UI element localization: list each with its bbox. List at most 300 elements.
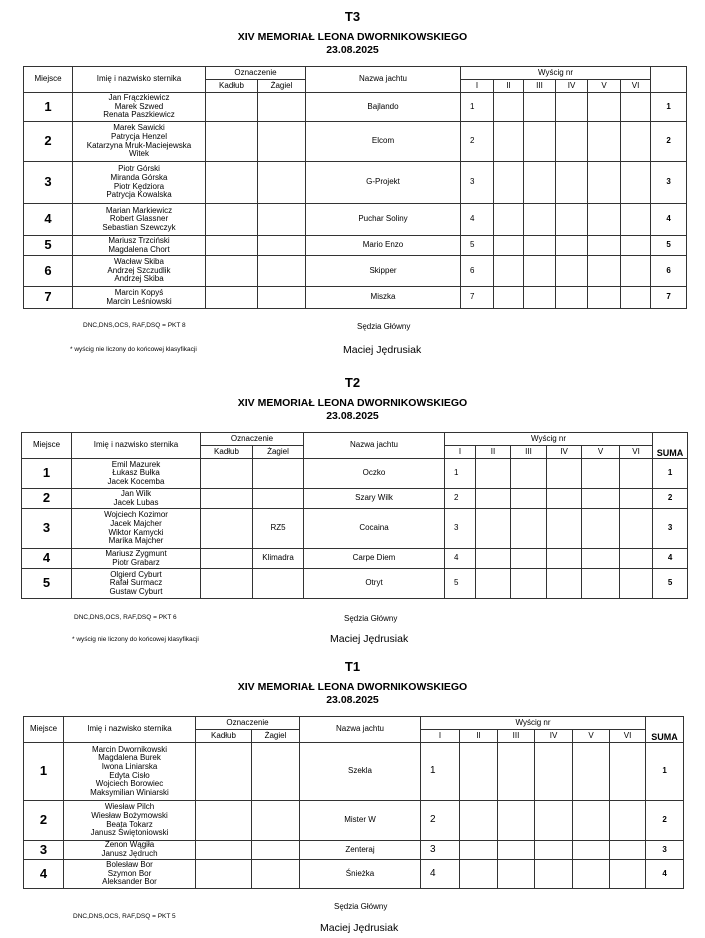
header-race-3: III — [511, 446, 547, 459]
section-t1 — [0, 659, 705, 707]
sail-cell: Klimadra — [253, 549, 304, 569]
sum-cell: 4 — [646, 860, 684, 889]
race-2-cell — [494, 287, 524, 309]
race-4-cell — [556, 236, 588, 256]
header-row — [24, 67, 687, 80]
header-name: Imię i nazwisko sternika — [72, 433, 201, 459]
header-name: Imię i nazwisko sternika — [73, 67, 206, 93]
header-race-4: IV — [556, 80, 588, 93]
sail-cell — [258, 122, 306, 162]
yacht-cell: Otryt — [304, 569, 445, 599]
section-t2 — [0, 375, 705, 423]
yacht-cell: Miszka — [306, 287, 461, 309]
race-5-cell — [573, 841, 610, 860]
table-row — [22, 459, 688, 489]
header-row — [22, 433, 688, 446]
crew-member: Andrzej Skiba — [114, 274, 164, 284]
crew-cell — [72, 489, 201, 509]
header-marking: Oznaczenie — [201, 433, 304, 446]
header-race-6: VI — [620, 446, 653, 459]
header-race-6: VI — [621, 80, 651, 93]
crew-member: Mariusz Trzciński — [108, 235, 170, 245]
race-6-cell — [610, 841, 646, 860]
crew-member: Marcin Dwornikowski — [91, 744, 168, 754]
header-race-5: V — [582, 446, 620, 459]
hull-cell — [196, 743, 252, 801]
race-3-cell — [524, 256, 556, 287]
place-cell: 2 — [22, 489, 72, 509]
event-date: 23.08.2025 — [326, 694, 379, 706]
race-1-cell: 3 — [421, 841, 460, 860]
race-1-cell: 4 — [461, 204, 494, 236]
crew-cell — [64, 841, 196, 860]
crew-member: Aleksander Bor — [102, 877, 157, 887]
sail-cell — [258, 287, 306, 309]
crew-member: Wiktor Kamycki — [108, 527, 164, 537]
crew-member: Marian Markiewicz — [105, 205, 173, 215]
yacht-cell: Zenteraj — [300, 841, 421, 860]
race-4-cell — [535, 841, 573, 860]
hull-cell — [201, 489, 253, 509]
results-table-t2 — [21, 432, 688, 599]
sail-cell — [253, 459, 304, 489]
sail-cell — [258, 256, 306, 287]
crew-member: Piotr Kędziora — [113, 181, 165, 191]
race-4-cell — [556, 93, 588, 122]
race-3-cell — [511, 509, 547, 549]
sail-cell — [252, 743, 300, 801]
crew-member: Sebastian Szewczyk — [102, 222, 176, 232]
place-cell: 7 — [24, 287, 73, 309]
place-cell: 4 — [24, 860, 64, 889]
crew-member: Patrycja Kowalska — [106, 190, 172, 200]
race-3-cell — [511, 489, 547, 509]
crew-cell — [72, 509, 201, 549]
race-6-cell — [621, 162, 651, 204]
race-4-cell — [535, 743, 573, 801]
header-race: Wyścig nr — [445, 433, 653, 446]
sum-cell: 3 — [646, 841, 684, 860]
yacht-cell: G-Projekt — [306, 162, 461, 204]
event-date: 23.08.2025 — [326, 410, 379, 422]
judge-name: Maciej Jędrusiak — [343, 344, 422, 356]
crew-member: Robert Glassner — [109, 214, 169, 224]
race-3-cell — [498, 860, 535, 889]
header-race: Wyścig nr — [461, 67, 651, 80]
hull-cell — [201, 569, 253, 599]
race-4-cell — [556, 122, 588, 162]
sail-cell: RZ5 — [253, 509, 304, 549]
judge-title: Sędzia Główny — [357, 322, 411, 331]
header-sail: Żagiel — [253, 446, 304, 459]
sum-cell: 3 — [651, 162, 687, 204]
race-5-cell — [588, 287, 621, 309]
results-table-t1 — [23, 716, 684, 889]
race-4-cell — [547, 569, 582, 599]
race-3-cell — [511, 569, 547, 599]
place-cell: 1 — [22, 459, 72, 489]
race-4-cell — [556, 256, 588, 287]
crew-cell — [73, 122, 206, 162]
hull-cell — [206, 236, 258, 256]
race-2-cell — [494, 204, 524, 236]
yacht-cell: Mario Enzo — [306, 236, 461, 256]
crew-member: Wojciech Kozimor — [104, 510, 168, 520]
event-title: XIV MEMORIAŁ LEONA DWORNIKOWSKIEGO — [237, 31, 468, 43]
crew-member: Janusz Jędruch — [101, 849, 158, 858]
race-1-cell: 4 — [445, 549, 476, 569]
race-5-cell — [588, 204, 621, 236]
place-cell: 3 — [22, 509, 72, 549]
header-race-6: VI — [610, 730, 646, 743]
race-5-cell — [573, 801, 610, 841]
crew-member: Patrycja Henzel — [110, 131, 168, 141]
race-4-cell — [535, 801, 573, 841]
crew-member: Mariusz Zygmunt — [105, 548, 167, 558]
race-3-cell — [498, 841, 535, 860]
crew-member: Magdalena Burek — [98, 753, 161, 763]
penalty-note: DNC,DNS,OCS, RAF,DSQ = PKT 5 — [73, 913, 176, 920]
penalty-note: DNC,DNS,OCS, RAF,DSQ = PKT 8 — [83, 322, 186, 329]
race-1-cell: 1 — [421, 743, 460, 801]
race-2-cell — [476, 569, 511, 599]
race-6-cell — [621, 204, 651, 236]
yacht-cell: Szary Wilk — [304, 489, 445, 509]
crew-member: Szymon Bor — [107, 868, 152, 878]
hull-cell — [196, 841, 252, 860]
crew-member: Emil Mazurek — [111, 459, 161, 469]
sum-cell: 5 — [653, 569, 688, 599]
header-hull: Kadłub — [196, 730, 252, 743]
header-place: Miejsce — [24, 67, 73, 93]
race-6-cell — [621, 287, 651, 309]
crew-member: Gustaw Cyburt — [109, 586, 163, 596]
race-6-cell — [610, 801, 646, 841]
sum-cell: 5 — [651, 236, 687, 256]
crew-cell — [72, 569, 201, 599]
crew-member: Olgierd Cyburt — [110, 569, 162, 579]
race-3-cell — [511, 459, 547, 489]
crew-member: Beata Tokarz — [106, 819, 153, 829]
race-4-cell — [535, 860, 573, 889]
yacht-cell: Elcom — [306, 122, 461, 162]
crew-cell — [73, 204, 206, 236]
crew-member: Zenon Wągiła — [104, 840, 155, 850]
race-6-cell — [621, 256, 651, 287]
header-marking: Oznaczenie — [206, 67, 306, 80]
class-title: T2 — [344, 375, 361, 390]
race-3-cell — [524, 204, 556, 236]
header-sum — [651, 67, 687, 93]
race-2-cell — [494, 236, 524, 256]
crew-cell — [64, 860, 196, 889]
race-2-cell — [476, 459, 511, 489]
penalty-note: DNC,DNS,OCS, RAF,DSQ = PKT 6 — [74, 614, 177, 621]
hull-cell — [201, 509, 253, 549]
crew-member: Rafał Surmacz — [109, 578, 163, 588]
header-yacht: Nazwa jachtu — [304, 433, 445, 459]
crew-member: Jan Frączkiewicz — [108, 93, 170, 103]
race-3-cell — [498, 743, 535, 801]
table-row — [24, 236, 687, 256]
header-race-1: I — [461, 80, 494, 93]
header-place: Miejsce — [24, 717, 64, 743]
race-6-cell — [610, 860, 646, 889]
race-2-cell — [476, 509, 511, 549]
race-5-cell — [573, 860, 610, 889]
crew-member: Łukasz Bułka — [112, 468, 160, 478]
race-4-cell — [556, 162, 588, 204]
race-6-cell — [621, 122, 651, 162]
race-6-cell — [621, 93, 651, 122]
race-1-cell: 1 — [461, 93, 494, 122]
race-1-cell: 3 — [461, 162, 494, 204]
race-5-cell — [582, 459, 620, 489]
race-5-cell — [582, 509, 620, 549]
yacht-cell: Oczko — [304, 459, 445, 489]
header-race-5: V — [573, 730, 610, 743]
race-6-cell — [610, 743, 646, 801]
race-2-cell — [494, 162, 524, 204]
race-5-cell — [582, 489, 620, 509]
judge-title: Sędzia Główny — [344, 614, 398, 623]
crew-cell — [73, 162, 206, 204]
race-6-cell — [620, 569, 653, 599]
race-2-cell — [494, 93, 524, 122]
table-row — [24, 801, 684, 841]
sail-cell — [253, 489, 304, 509]
race-4-cell — [547, 549, 582, 569]
table-row — [24, 287, 687, 309]
sail-cell — [258, 236, 306, 256]
crew-member: Renata Paszkiewicz — [103, 110, 175, 120]
header-race-4: IV — [547, 446, 582, 459]
judge-title: Sędzia Główny — [334, 902, 388, 911]
header-sail: Żagiel — [252, 730, 300, 743]
sum-cell: 3 — [653, 509, 688, 549]
race-6-cell — [621, 236, 651, 256]
race-1-cell: 1 — [445, 459, 476, 489]
yacht-cell: Szekla — [300, 743, 421, 801]
crew-member: Edyta Cisło — [109, 770, 150, 780]
place-cell: 2 — [24, 801, 64, 841]
race-1-cell: 6 — [461, 256, 494, 287]
header-place: Miejsce — [22, 433, 72, 459]
header-yacht: Nazwa jachtu — [306, 67, 461, 93]
yacht-cell: Śnieżka — [300, 860, 421, 889]
crew-member: Jacek Majcher — [110, 518, 162, 528]
yacht-cell: Bajlando — [306, 93, 461, 122]
table-row — [24, 93, 687, 122]
race-5-cell — [588, 236, 621, 256]
race-4-cell — [556, 287, 588, 309]
crew-member: Piotr Grabarz — [112, 557, 160, 567]
race-1-cell: 3 — [445, 509, 476, 549]
race-4-cell — [547, 509, 582, 549]
race-2-cell — [460, 841, 498, 860]
table-row — [22, 489, 688, 509]
crew-member: Magdalena Chort — [108, 244, 170, 254]
race-3-cell — [524, 93, 556, 122]
header-name: Imię i nazwisko sternika — [64, 717, 196, 743]
place-cell: 4 — [24, 204, 73, 236]
crew-cell — [64, 801, 196, 841]
race-6-cell — [620, 489, 653, 509]
place-cell: 2 — [24, 122, 73, 162]
header-race-1: I — [421, 730, 460, 743]
race-6-cell — [620, 509, 653, 549]
place-cell: 3 — [24, 162, 73, 204]
header-race-3: III — [524, 80, 556, 93]
race-1-cell: 2 — [421, 801, 460, 841]
place-cell: 1 — [24, 743, 64, 801]
crew-cell — [73, 287, 206, 309]
crew-member: Bolesław Bor — [106, 860, 153, 870]
header-hull: Kadłub — [206, 80, 258, 93]
place-cell: 5 — [22, 569, 72, 599]
crew-cell — [73, 236, 206, 256]
table-row — [24, 122, 687, 162]
yacht-cell: Cocaina — [304, 509, 445, 549]
table-row — [24, 860, 684, 889]
sum-cell: 1 — [646, 743, 684, 801]
race-1-cell: 4 — [421, 860, 460, 889]
crew-member: Wacław Skiba — [114, 257, 164, 267]
race-2-cell — [460, 860, 498, 889]
race-5-cell — [588, 122, 621, 162]
header-race-2: II — [476, 446, 511, 459]
place-cell: 5 — [24, 236, 73, 256]
race-6-cell — [620, 549, 653, 569]
race-4-cell — [556, 204, 588, 236]
header-race-3: III — [498, 730, 535, 743]
sum-cell: 4 — [651, 204, 687, 236]
sail-cell — [258, 93, 306, 122]
race-2-cell — [460, 743, 498, 801]
race-5-cell — [582, 569, 620, 599]
race-1-cell: 5 — [461, 236, 494, 256]
sum-cell: 6 — [651, 256, 687, 287]
race-4-cell — [547, 459, 582, 489]
results-table-t3 — [23, 66, 687, 309]
yacht-cell: Puchar Soliny — [306, 204, 461, 236]
crew-member: Maksymilian Winiarski — [90, 787, 169, 797]
sail-cell — [258, 162, 306, 204]
class-title: T3 — [344, 9, 361, 24]
sum-cell: 2 — [651, 122, 687, 162]
race-5-cell — [588, 162, 621, 204]
class-title: T1 — [344, 659, 361, 674]
table-row — [24, 204, 687, 236]
race-6-cell — [620, 459, 653, 489]
event-date: 23.08.2025 — [326, 44, 379, 56]
yacht-cell: Skipper — [306, 256, 461, 287]
crew-member: Marek Szwed — [114, 101, 164, 111]
header-row — [24, 717, 684, 730]
race-3-cell — [498, 801, 535, 841]
sail-cell — [253, 569, 304, 599]
header-race-2: II — [460, 730, 498, 743]
crew-member: Katarzyna Mruk-Maciejewska — [86, 140, 192, 150]
crew-member: Wiesław Pilch — [104, 802, 155, 812]
header-yacht: Nazwa jachtu — [300, 717, 421, 743]
header-marking: Oznaczenie — [196, 717, 300, 730]
hull-cell — [206, 122, 258, 162]
race-5-cell — [588, 93, 621, 122]
sum-cell: 2 — [646, 801, 684, 841]
hull-cell — [206, 204, 258, 236]
race-2-cell — [494, 122, 524, 162]
crew-cell — [73, 93, 206, 122]
yacht-cell: Carpe Diem — [304, 549, 445, 569]
race-3-cell — [511, 549, 547, 569]
crew-member: Marika Majcher — [108, 536, 164, 546]
race-3-cell — [524, 122, 556, 162]
crew-member: Miranda Górska — [110, 172, 168, 182]
crew-member: Jacek Kocemba — [107, 476, 165, 486]
race-1-cell: 2 — [461, 122, 494, 162]
crew-cell — [72, 459, 201, 489]
crew-cell — [73, 256, 206, 287]
sum-cell: 4 — [653, 549, 688, 569]
race-5-cell — [588, 256, 621, 287]
race-3-cell — [524, 162, 556, 204]
event-title: XIV MEMORIAŁ LEONA DWORNIKOWSKIEGO — [237, 397, 468, 409]
place-cell: 1 — [24, 93, 73, 122]
header-sum: SUMA — [653, 433, 688, 459]
crew-member: Janusz Świętoniowski — [90, 828, 169, 838]
race-5-cell — [582, 549, 620, 569]
race-2-cell — [476, 549, 511, 569]
crew-cell — [64, 743, 196, 801]
crew-member: Iwona Liniarska — [101, 761, 158, 771]
sum-cell: 1 — [651, 93, 687, 122]
table-row — [24, 743, 684, 801]
judge-name: Maciej Jędrusiak — [330, 633, 409, 645]
hull-cell — [201, 459, 253, 489]
event-title: XIV MEMORIAŁ LEONA DWORNIKOWSKIEGO — [237, 681, 468, 693]
header-race: Wyścig nr — [421, 717, 646, 730]
header-race-2: II — [494, 80, 524, 93]
header-race-5: V — [588, 80, 621, 93]
section-t3 — [0, 9, 705, 57]
crew-member: Marek Sawicki — [113, 123, 165, 133]
header-race-1: I — [445, 446, 476, 459]
table-row — [22, 509, 688, 549]
hull-cell — [206, 162, 258, 204]
race-1-cell: 2 — [445, 489, 476, 509]
table-row — [24, 256, 687, 287]
crew-member: Jacek Lubas — [113, 497, 159, 507]
place-cell: 6 — [24, 256, 73, 287]
crew-cell — [72, 549, 201, 569]
table-row — [24, 162, 687, 204]
crew-member: Piotr Górski — [118, 164, 160, 174]
race-2-cell — [476, 489, 511, 509]
sum-cell: 7 — [651, 287, 687, 309]
race-1-cell: 7 — [461, 287, 494, 309]
crew-member: Andrzej Szczudlik — [107, 265, 171, 275]
hull-cell — [206, 93, 258, 122]
judge-name: Maciej Jędrusiak — [320, 922, 399, 934]
hull-cell — [206, 256, 258, 287]
header-sail: Żagiel — [258, 80, 306, 93]
header-hull: Kadłub — [201, 446, 253, 459]
table-row — [22, 549, 688, 569]
race-5-cell — [573, 743, 610, 801]
hull-cell — [206, 287, 258, 309]
crew-member: Witek — [129, 149, 149, 159]
